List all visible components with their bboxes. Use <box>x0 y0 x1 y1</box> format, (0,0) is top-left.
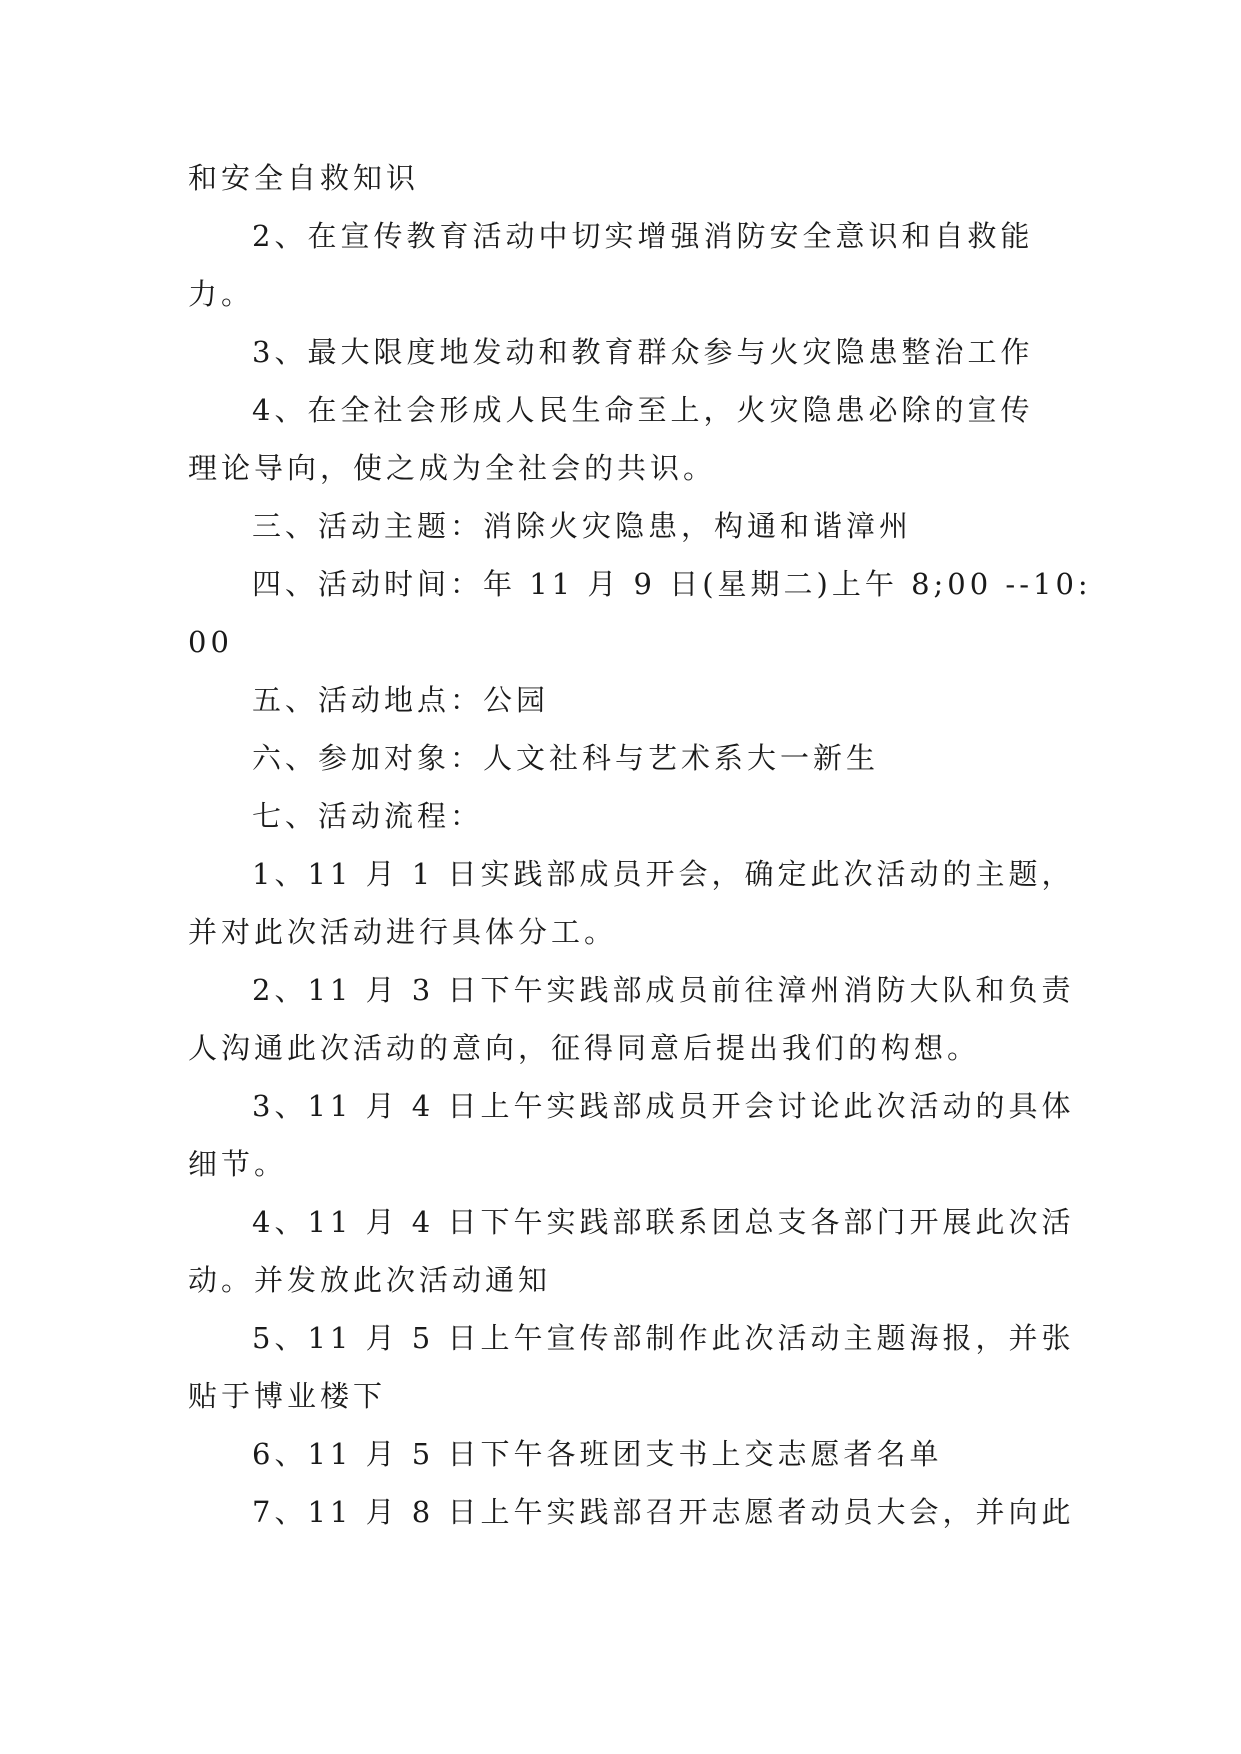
body-line: 细节。 <box>188 1147 288 1181</box>
body-line: 动。并发放此次活动通知 <box>188 1263 552 1297</box>
section-heading: 三、活动主题：消除火灾隐患，构通和谐漳州 <box>252 509 913 543</box>
body-line: 人沟通此次活动的意向，征得同意后提出我们的构想。 <box>188 1031 981 1065</box>
list-item: 3、11 月 4 日上午实践部成员开会讨论此次活动的具体 <box>252 1089 1075 1123</box>
section-heading: 四、活动时间：年 11 月 9 日(星期二)上午 8;00 --10: <box>252 567 1092 601</box>
body-line: 00 <box>188 625 233 659</box>
section-heading: 七、活动流程： <box>252 799 484 833</box>
body-line: 4、在全社会形成人民生命至上，火灾隐患必除的宣传 <box>252 393 1034 427</box>
list-item: 1、11 月 1 日实践部成员开会，确定此次活动的主题， <box>252 857 1075 891</box>
list-item: 2、11 月 3 日下午实践部成员前往漳州消防大队和负责 <box>252 973 1075 1007</box>
list-item: 5、11 月 5 日上午宣传部制作此次活动主题海报，并张 <box>252 1321 1075 1355</box>
body-line: 2、在宣传教育活动中切实增强消防安全意识和自救能 <box>252 219 1034 253</box>
body-line: 力。 <box>188 277 255 311</box>
body-line: 理论导向，使之成为全社会的共识。 <box>188 451 717 485</box>
list-item: 6、11 月 5 日下午各班团支书上交志愿者名单 <box>252 1437 943 1471</box>
section-heading: 六、参加对象：人文社科与艺术系大一新生 <box>252 741 880 775</box>
body-line: 3、最大限度地发动和教育群众参与火灾隐患整治工作 <box>252 335 1034 369</box>
body-line: 并对此次活动进行具体分工。 <box>188 915 618 949</box>
body-line: 和安全自救知识 <box>188 161 420 195</box>
body-line: 贴于博业楼下 <box>188 1379 387 1413</box>
list-item: 7、11 月 8 日上午实践部召开志愿者动员大会，并向此 <box>252 1495 1075 1529</box>
section-heading: 五、活动地点：公园 <box>252 683 550 717</box>
list-item: 4、11 月 4 日下午实践部联系团总支各部门开展此次活 <box>252 1205 1075 1239</box>
